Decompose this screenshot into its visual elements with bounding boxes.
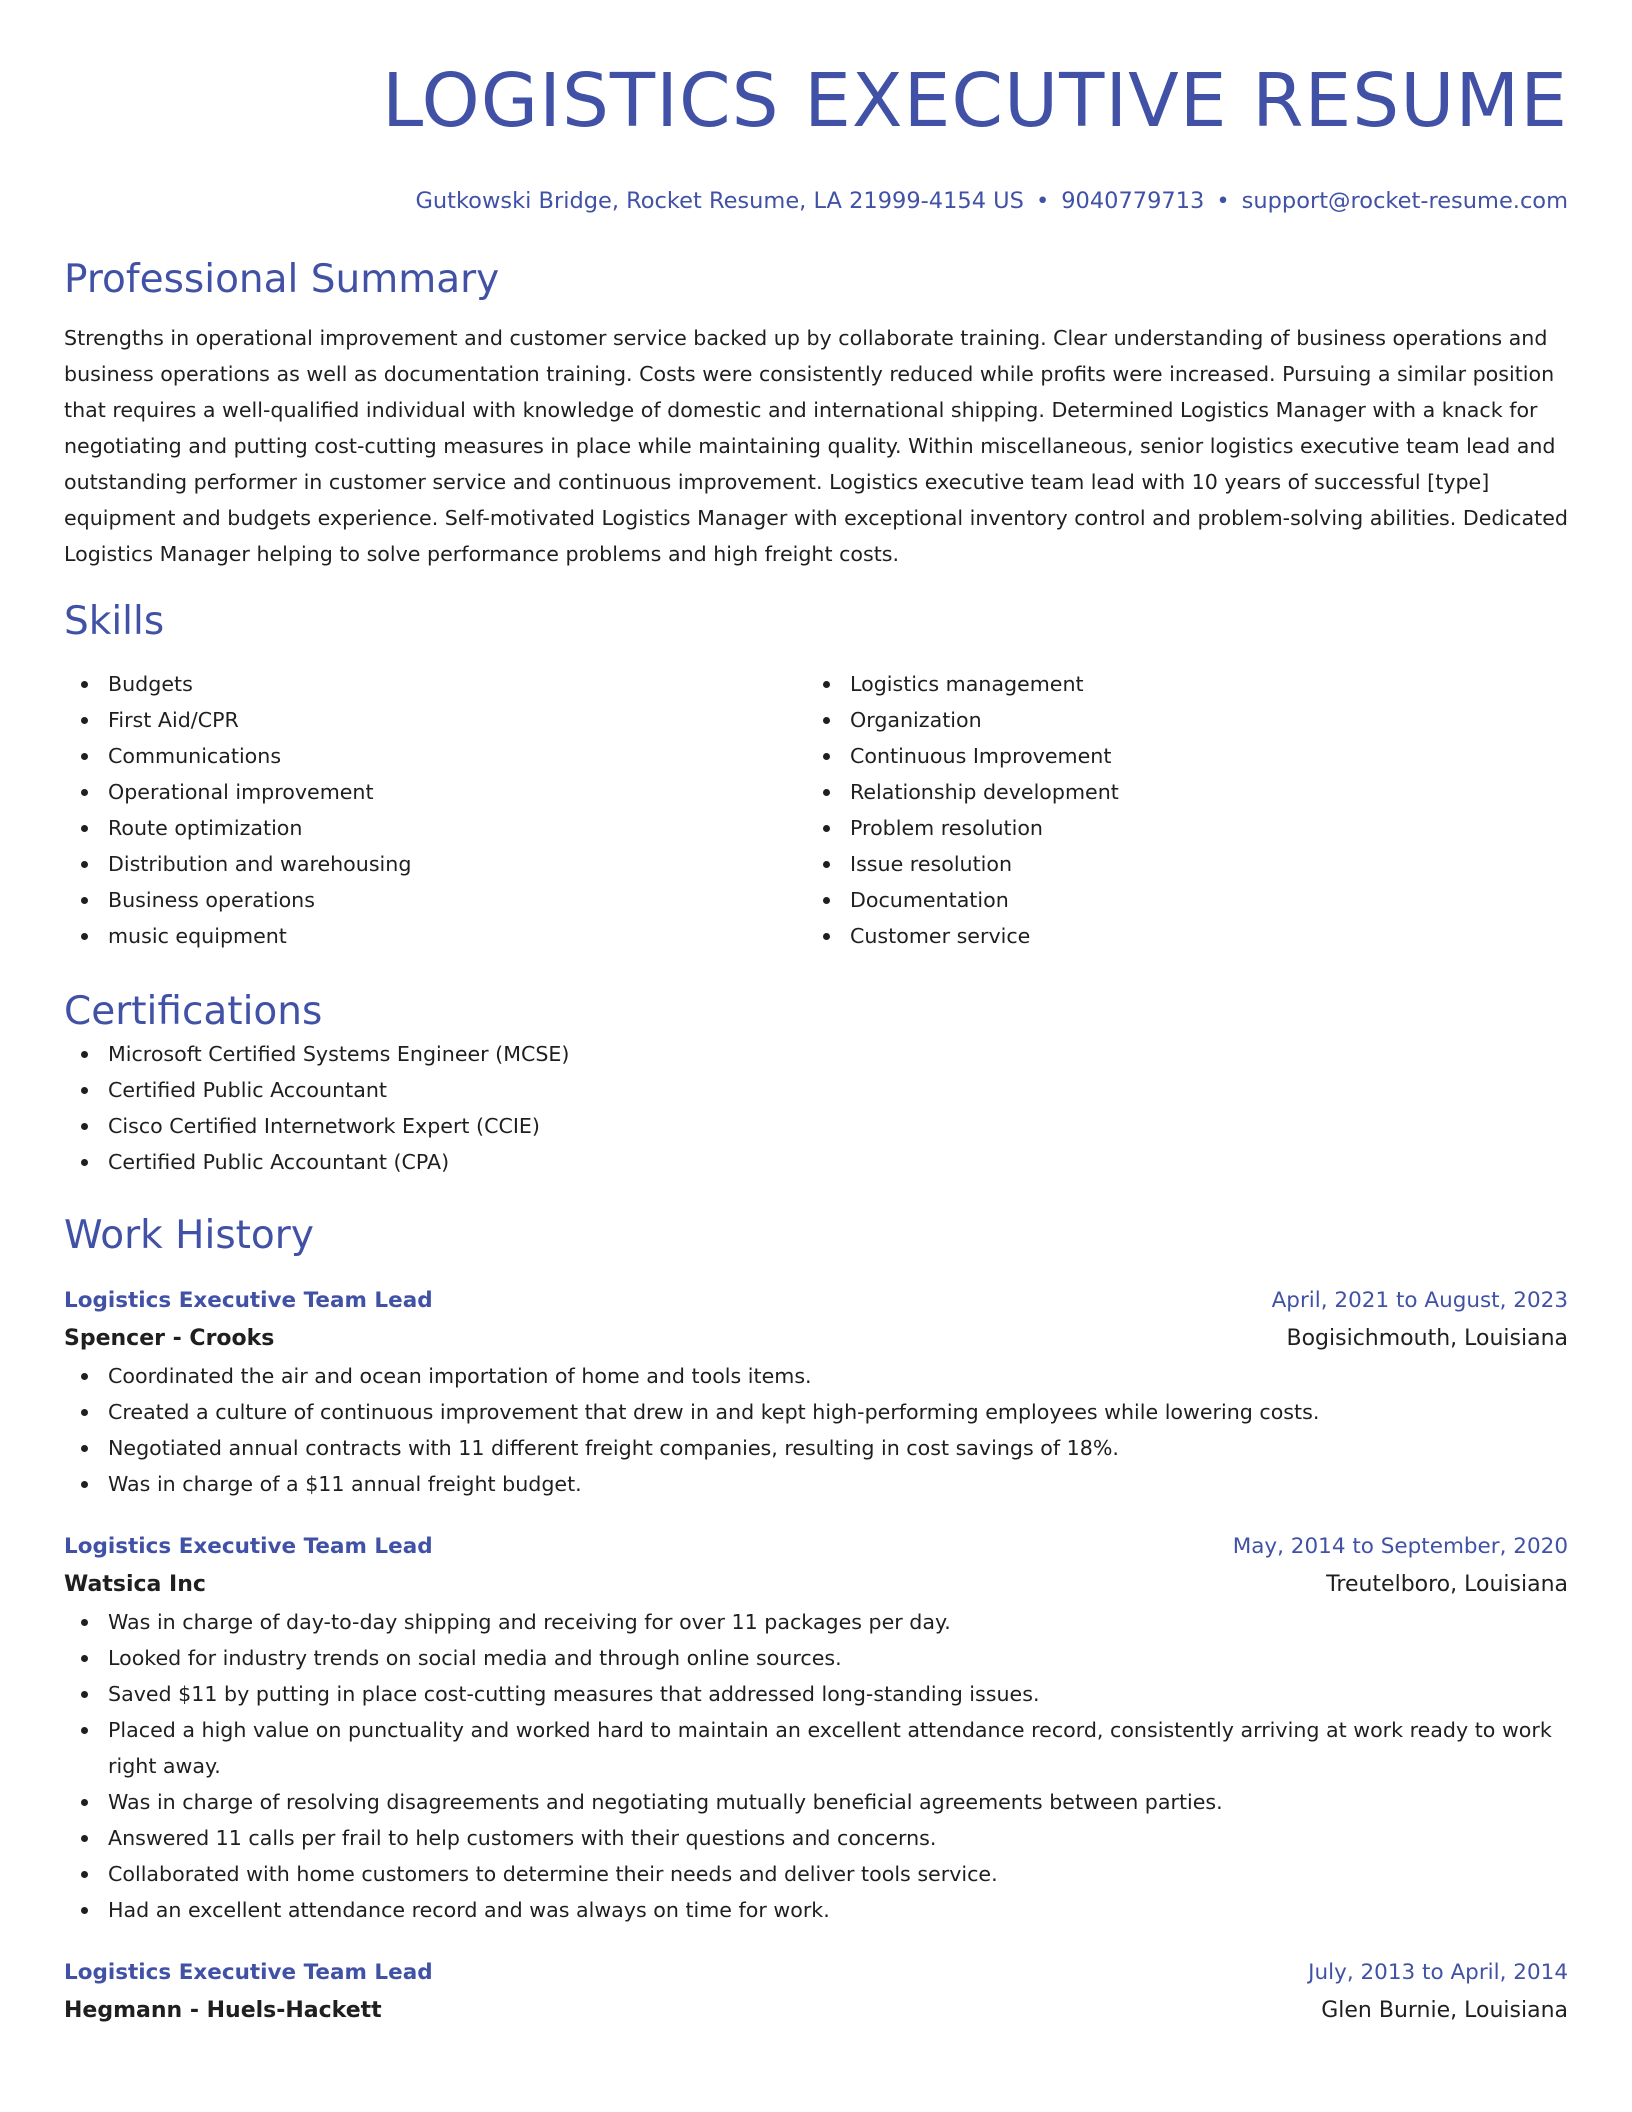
resume-page xyxy=(64,0,1568,2030)
work-history-heading: Work History xyxy=(64,1213,314,1258)
skill-item: Business operations xyxy=(64,882,806,918)
resume-title: LOGISTICS EXECUTIVE RESUME xyxy=(381,58,1568,144)
job-company: Watsica Inc xyxy=(64,1572,206,1597)
skills-heading: Skills xyxy=(64,599,165,644)
skill-item: Organization xyxy=(806,702,1548,738)
job-dates: May, 2014 to September, 2020 xyxy=(1232,1534,1568,1559)
job-title: Logistics Executive Team Lead xyxy=(64,1534,433,1559)
job-header-row xyxy=(64,1528,1568,1566)
job-bullet: Was in charge of a $11 annual freight budget. xyxy=(64,1466,1568,1502)
skill-item: Distribution and warehousing xyxy=(64,846,806,882)
job-title: Logistics Executive Team Lead xyxy=(64,1960,433,1985)
job-location: Treutelboro, Louisiana xyxy=(1326,1572,1568,1597)
separator-dot: • xyxy=(1035,188,1050,214)
skill-item: Documentation xyxy=(806,882,1548,918)
summary-heading: Professional Summary xyxy=(64,257,500,302)
job-bullets xyxy=(64,1604,1568,1928)
job-bullet: Negotiated annual contracts with 11 different freight companies, resulting in cost savings of 18%. xyxy=(64,1430,1568,1466)
job-header-row xyxy=(64,1954,1568,1992)
job-bullet: Looked for industry trends on social media and through online sources. xyxy=(64,1640,1568,1676)
skills-list-right xyxy=(806,666,1548,954)
job-location: Glen Burnie, Louisiana xyxy=(1321,1998,1568,2023)
skill-item: First Aid/CPR xyxy=(64,702,806,738)
skill-item: Continuous Improvement xyxy=(806,738,1548,774)
job-bullets xyxy=(64,1358,1568,1502)
certifications-heading: Certifications xyxy=(64,989,323,1034)
job-entry xyxy=(64,1954,1568,2030)
job-bullet: Was in charge of day-to-day shipping and receiving for over 11 packages per day. xyxy=(64,1604,1568,1640)
job-bullet: Collaborated with home customers to determine their needs and deliver tools service. xyxy=(64,1856,1568,1892)
job-bullet: Created a culture of continuous improvement that drew in and kept high-performing employees while lowering costs. xyxy=(64,1394,1568,1430)
skill-item: Communications xyxy=(64,738,806,774)
job-company-row xyxy=(64,1566,1568,1604)
job-entry xyxy=(64,1282,1568,1502)
job-bullet: Was in charge of resolving disagreements and negotiating mutually beneficial agreements between parties. xyxy=(64,1784,1568,1820)
summary-text: Strengths in operational improvement and customer service backed up by collaborate training. Clear understanding of business operations and business operations as well as documentation training. Costs were consistently reduced while profits were increased. Pursuing a similar position that requires a well-qualified individual with knowledge of domestic and international shipping. Determined Logistics Manager with a knack for negotiating and putting cost-cutting measures in place while maintaining quality. Within miscellaneous, senior logistics executive team lead and outstanding performer in customer service and continuous improvement. Logistics executive team lead with 10 years of successful [type] equipment and budgets experience. Self-motivated Logistics Manager with exceptional inventory control and problem-solving abilities. Dedicated Logistics Manager helping to solve performance problems and high freight costs. xyxy=(64,326,1568,566)
certifications-list xyxy=(64,1036,1568,1180)
skill-item: Budgets xyxy=(64,666,806,702)
job-bullet: Had an excellent attendance record and was always on time for work. xyxy=(64,1892,1568,1928)
skills-list-left xyxy=(64,666,806,954)
job-location: Bogisichmouth, Louisiana xyxy=(1286,1326,1568,1351)
skill-item: music equipment xyxy=(64,918,806,954)
job-bullet: Coordinated the air and ocean importation of home and tools items. xyxy=(64,1358,1568,1394)
contact-address: Gutkowski Bridge, Rocket Resume, LA 21999-4154 US xyxy=(415,188,1024,214)
skill-item: Customer service xyxy=(806,918,1548,954)
separator-dot: • xyxy=(1216,188,1230,214)
job-company: Spencer - Crooks xyxy=(64,1326,275,1351)
skills-column-left xyxy=(64,666,806,954)
job-company: Hegmann - Huels-Hackett xyxy=(64,1998,382,2023)
job-bullet: Placed a high value on punctuality and worked hard to maintain an excellent attendance record, consistently arriving at work ready to work right away. xyxy=(64,1712,1568,1784)
job-bullet: Saved $11 by putting in place cost-cutting measures that addressed long-standing issues. xyxy=(64,1676,1568,1712)
skill-item: Problem resolution xyxy=(806,810,1548,846)
skill-item: Operational improvement xyxy=(64,774,806,810)
job-dates: April, 2021 to August, 2023 xyxy=(1271,1288,1568,1313)
job-company-row xyxy=(64,1992,1568,2030)
skill-item: Issue resolution xyxy=(806,846,1548,882)
job-bullet: Answered 11 calls per frail to help customers with their questions and concerns. xyxy=(64,1820,1568,1856)
job-title: Logistics Executive Team Lead xyxy=(64,1288,433,1313)
skill-item: Route optimization xyxy=(64,810,806,846)
job-company-row xyxy=(64,1320,1568,1358)
skills-grid xyxy=(64,666,1568,954)
skill-item: Logistics management xyxy=(806,666,1548,702)
certification-item: Microsoft Certified Systems Engineer (MCSE) xyxy=(64,1036,1568,1072)
certification-item: Cisco Certified Internetwork Expert (CCIE) xyxy=(64,1108,1568,1144)
contact-email: support@rocket-resume.com xyxy=(1241,188,1568,214)
contact-phone: 9040779713 xyxy=(1061,188,1205,214)
certification-item: Certified Public Accountant (CPA) xyxy=(64,1144,1568,1180)
certification-item: Certified Public Accountant xyxy=(64,1072,1568,1108)
contact-line xyxy=(64,186,1568,216)
skills-column-right xyxy=(806,666,1548,954)
job-dates: July, 2013 to April, 2014 xyxy=(1308,1960,1568,1985)
job-entry xyxy=(64,1528,1568,1928)
job-header-row xyxy=(64,1282,1568,1320)
skill-item: Relationship development xyxy=(806,774,1548,810)
